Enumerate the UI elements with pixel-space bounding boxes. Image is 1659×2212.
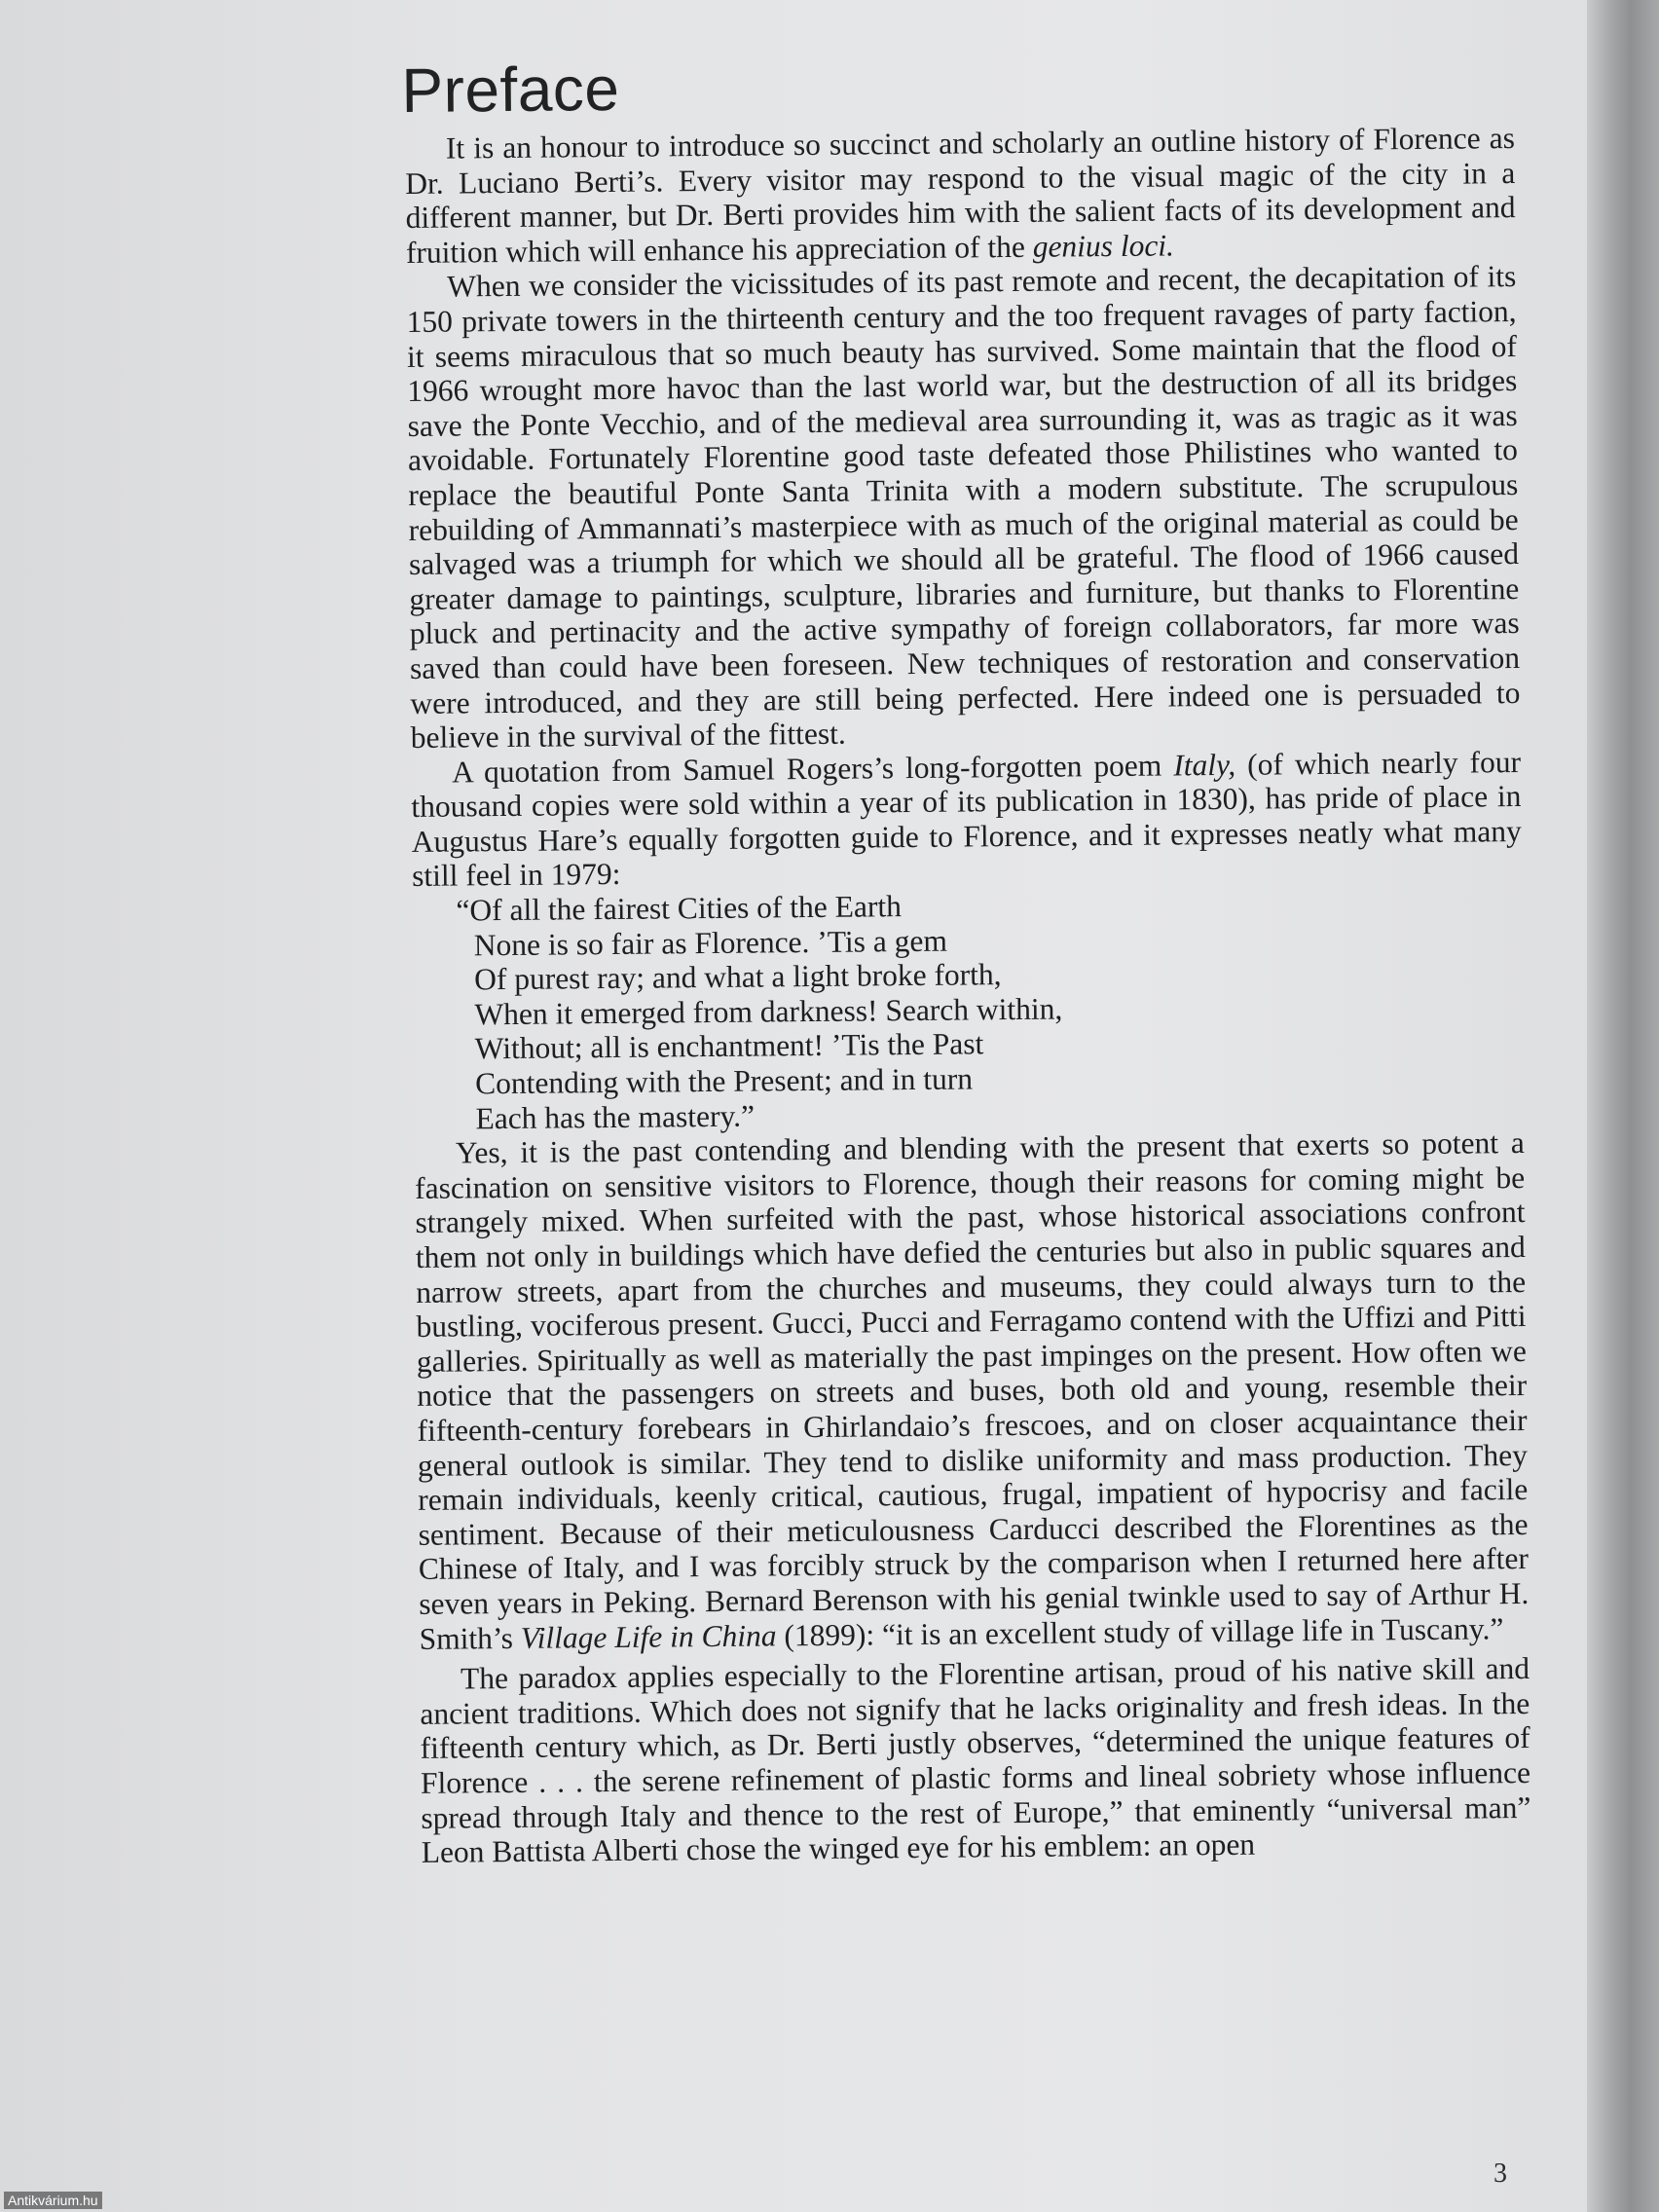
paragraph-3	[411, 745, 1522, 894]
book-gutter	[1587, 0, 1659, 2212]
paragraph-4	[415, 1125, 1530, 1656]
paragraph-4-text-before: Yes, it is the past contending and blending with the present that exerts so potent a fascination on sensitive visitors to Florence, though their reasons for coming might be strangely mixed. When surfeited with the past, whose historical associations confront them not only in buildings which have defied the centuries but also in public squares and narrow streets, apart from the churches and museums, they could always turn to the bustling, vociferous present. Gucci, Pucci and Ferragamo contend with the Uffizi and Pitti galleries. Spiritually as well as materially the past impinges on the present. How often we notice that the passengers on streets and buses, both old and young, resemble their fifteenth-century forebears in Ghirlandaio’s frescoes, and on closer acquaintance their general outlook is similar. They tend to dislike uniformity and mass production. They remain individuals, keenly critical, cautious, frugal, impatient of hypocrisy and facile sentiment. Because of their meticulousness Carducci described the Florentines as the Chinese of Italy, and I was forcibly struck by the comparison when I returned here after seven years in Peking. Bernard Berenson with his genial twinkle used to say of Arthur H. Smith’s	[415, 1125, 1530, 1656]
page-title: Preface	[401, 53, 620, 127]
watermark-label: Antikvárium.hu	[4, 2192, 102, 2209]
verse-line: When it emerged from darkness! Search within,	[474, 991, 1063, 1032]
verse-line: Contending with the Present; and in turn	[474, 1061, 974, 1101]
paragraph-3-text-before: A quotation from Samuel Rogers’s long-forgotten poem	[451, 748, 1174, 790]
paragraph-5: The paradox applies especially to the Florentine artisan, proud of his native skill and ancient traditions. Which does not signify that he lacks originality and fresh ideas. In the fifteenth century which, as Dr. Berti justly observes, “determined the unique features of Florence . . . the serene refinement of plastic forms and lineal sobriety whose influence spread through Italy and thence to the rest of Europe,” that eminently “universal man” Leon Battista Alberti chose the winged eye for his emblem: an open	[420, 1651, 1531, 1870]
paragraph-4-text-after: (1899): “it is an excellent study of village life in Tuscany.”	[776, 1610, 1504, 1652]
paragraph-4-italic: Village Life in China	[520, 1617, 777, 1655]
verse-line: Each has the mastery.”	[475, 1098, 756, 1135]
paragraph-2: When we consider the vicissitudes of its past remote and recent, the decapitation of its 150 private towers in the thirteenth century and the too frequent ravages of party faction, it seems miraculous that so much beauty has survived. Some maintain that the flood of 1966 wrought more havoc than the last world war, but the destruction of all its bridges save the Ponte Vecchio, and of the medieval area surrounding it, was as tragic as it was avoidable. Fortunately Florentine good taste defeated those Philistines who wanted to replace the beautiful Ponte Santa Trinita with a modern substitute. The scrupulous rebuilding of Ammannati’s masterpiece with as much of the original material as could be salvaged was a triumph for which we should all be grateful. The flood of 1966 caused greater damage to paintings, sculpture, libraries and furniture, but thanks to Florentine pluck and pertinacity and the active sympathy of foreign collaborators, far more was saved than could have been foreseen. New techniques of restoration and conservation were introduced, and they are still being perfected. Here indeed one is persuaded to believe in the survival of the fittest.	[406, 259, 1521, 756]
verse-line: “Of all the fairest Cities of the Earth	[456, 889, 903, 928]
page-number: 3	[1493, 2158, 1507, 2189]
paragraph-1-italic: genius loci.	[1032, 228, 1175, 264]
page-content	[401, 43, 1531, 1870]
paragraph-3-italic: Italy,	[1173, 747, 1236, 783]
paragraph-3-text-after: (of which nearly four thousand copies were sold within a year of its publication in 1830), has pride of place in Augustus Hare’s equally forgotten guide to Florence, and it expresses neatly what many still feel in 1979:	[411, 744, 1522, 894]
verse-quotation	[412, 883, 1524, 1136]
verse-line: Of purest ray; and what a light broke forth,	[473, 957, 1002, 997]
paragraph-1	[405, 121, 1516, 270]
verse-line: None is so fair as Florence. ’Tis a gem	[473, 923, 948, 963]
verse-line: Without; all is enchantment! ’Tis the Past	[474, 1026, 984, 1066]
paragraph-1-text: It is an honour to introduce so succinct and scholarly an outline history of Florence as Dr. Luciano Berti’s. Every visitor may respond to the visual magic of the city in a different manner, but Dr. Berti provides him with the salient facts of its development and fruition which will enhance his appreciation of the	[405, 121, 1516, 270]
